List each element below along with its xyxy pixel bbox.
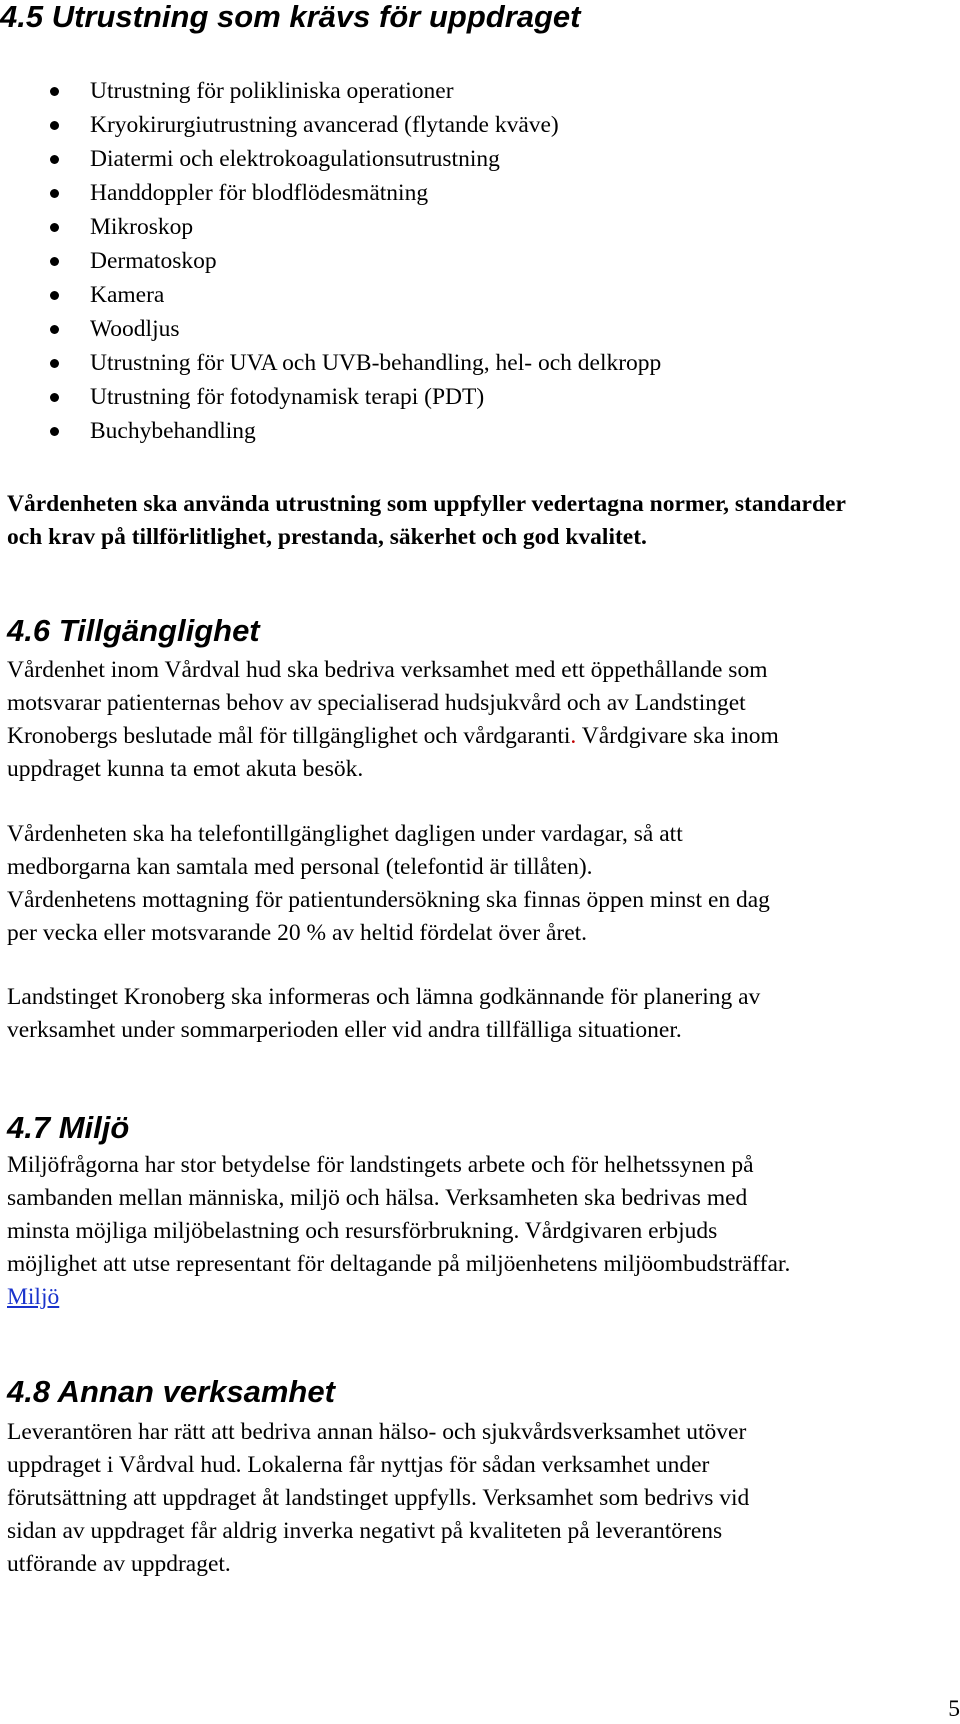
- availability-paragraph-1: Vårdenhet inom Vårdval hud ska bedriva verksamhet med ett öppethållande som motsvarar patienternas behov av specialiserad hudsjukvård och av Landstinget Kronobergs beslutade mål för tillgänglighet och vårdgaranti. Vårdgivare ska inom uppdraget kunna ta emot akuta besök.: [7, 657, 779, 782]
- bullet-icon: [50, 87, 59, 96]
- bullet-icon: [50, 291, 59, 300]
- list-item: Dermatoskop: [0, 244, 661, 278]
- list-item: Kamera: [0, 278, 661, 312]
- red-period: .: [570, 723, 577, 749]
- bullet-icon: [50, 325, 59, 334]
- list-item: Kryokirurgiutrustning avancerad (flytande kväve): [0, 108, 661, 142]
- list-item: Utrustning för fotodynamisk terapi (PDT): [0, 380, 661, 414]
- bullet-icon: [50, 359, 59, 368]
- other-activity-paragraph: Leverantören har rätt att bedriva annan hälso- och sjukvårdsverksamhet utöver uppdraget i Vårdval hud. Lokalerna får nyttjas för sådan verksamhet under förutsättning att uppdraget åt landstinget uppfylls. Verksamhet som bedrivs vid sidan av uppdraget får aldrig inverka negativt på kvaliteten på leverantörens utförande av uppdraget.: [7, 1419, 750, 1577]
- bullet-icon: [50, 223, 59, 232]
- heading-4-7: 4.7 Miljö: [7, 1110, 130, 1145]
- heading-4-5: 4.5 Utrustning som krävs för uppdraget: [0, 0, 581, 34]
- availability-paragraph-2: Vårdenheten ska ha telefontillgänglighet dagligen under vardagar, så att medborgarna kan samtala med personal (telefontid är tillåten). Vårdenhetens mottagning för patientundersökning ska finnas öppen minst en dag per vecka eller motsvarande 20 % av heltid fördelat över året.: [7, 821, 770, 946]
- bullet-icon: [50, 427, 59, 436]
- list-item: Handdoppler för blodflödesmätning: [0, 176, 661, 210]
- page-number: 5: [948, 1696, 960, 1722]
- list-item: Buchybehandling: [0, 414, 661, 448]
- heading-4-6: 4.6 Tillgänglighet: [7, 613, 260, 648]
- list-item: Mikroskop: [0, 210, 661, 244]
- list-item: Woodljus: [0, 312, 661, 346]
- list-item: Diatermi och elektrokoagulationsutrustning: [0, 142, 661, 176]
- heading-4-8: 4.8 Annan verksamhet: [7, 1374, 335, 1409]
- equipment-list: [0, 74, 661, 448]
- miljo-link[interactable]: Miljö: [7, 1284, 60, 1310]
- bullet-icon: [50, 257, 59, 266]
- list-item: Utrustning för UVA och UVB-behandling, hel- och delkropp: [0, 346, 661, 380]
- bullet-icon: [50, 393, 59, 402]
- bullet-icon: [50, 155, 59, 164]
- equipment-standards-paragraph: Vårdenheten ska använda utrustning som uppfyller vedertagna normer, standarder och krav på tillförlitlighet, prestanda, säkerhet och god kvalitet.: [7, 491, 846, 550]
- list-item: Utrustning för polikliniska operationer: [0, 74, 661, 108]
- bullet-icon: [50, 189, 59, 198]
- availability-paragraph-3: Landstinget Kronoberg ska informeras och lämna godkännande för planering av verksamhet under sommarperioden eller vid andra tillfälliga situationer.: [7, 984, 761, 1043]
- bullet-icon: [50, 121, 59, 130]
- environment-paragraph: Miljöfrågorna har stor betydelse för landstingets arbete och för helhetssynen på sambanden mellan människa, miljö och hälsa. Verksamheten ska bedrivas med minsta möjliga miljöbelastning och resursförbrukning. Vårdgivaren erbjuds möjlighet att utse representant för deltagande på miljöenhetens miljöombudsträffar. Miljö: [7, 1152, 791, 1310]
